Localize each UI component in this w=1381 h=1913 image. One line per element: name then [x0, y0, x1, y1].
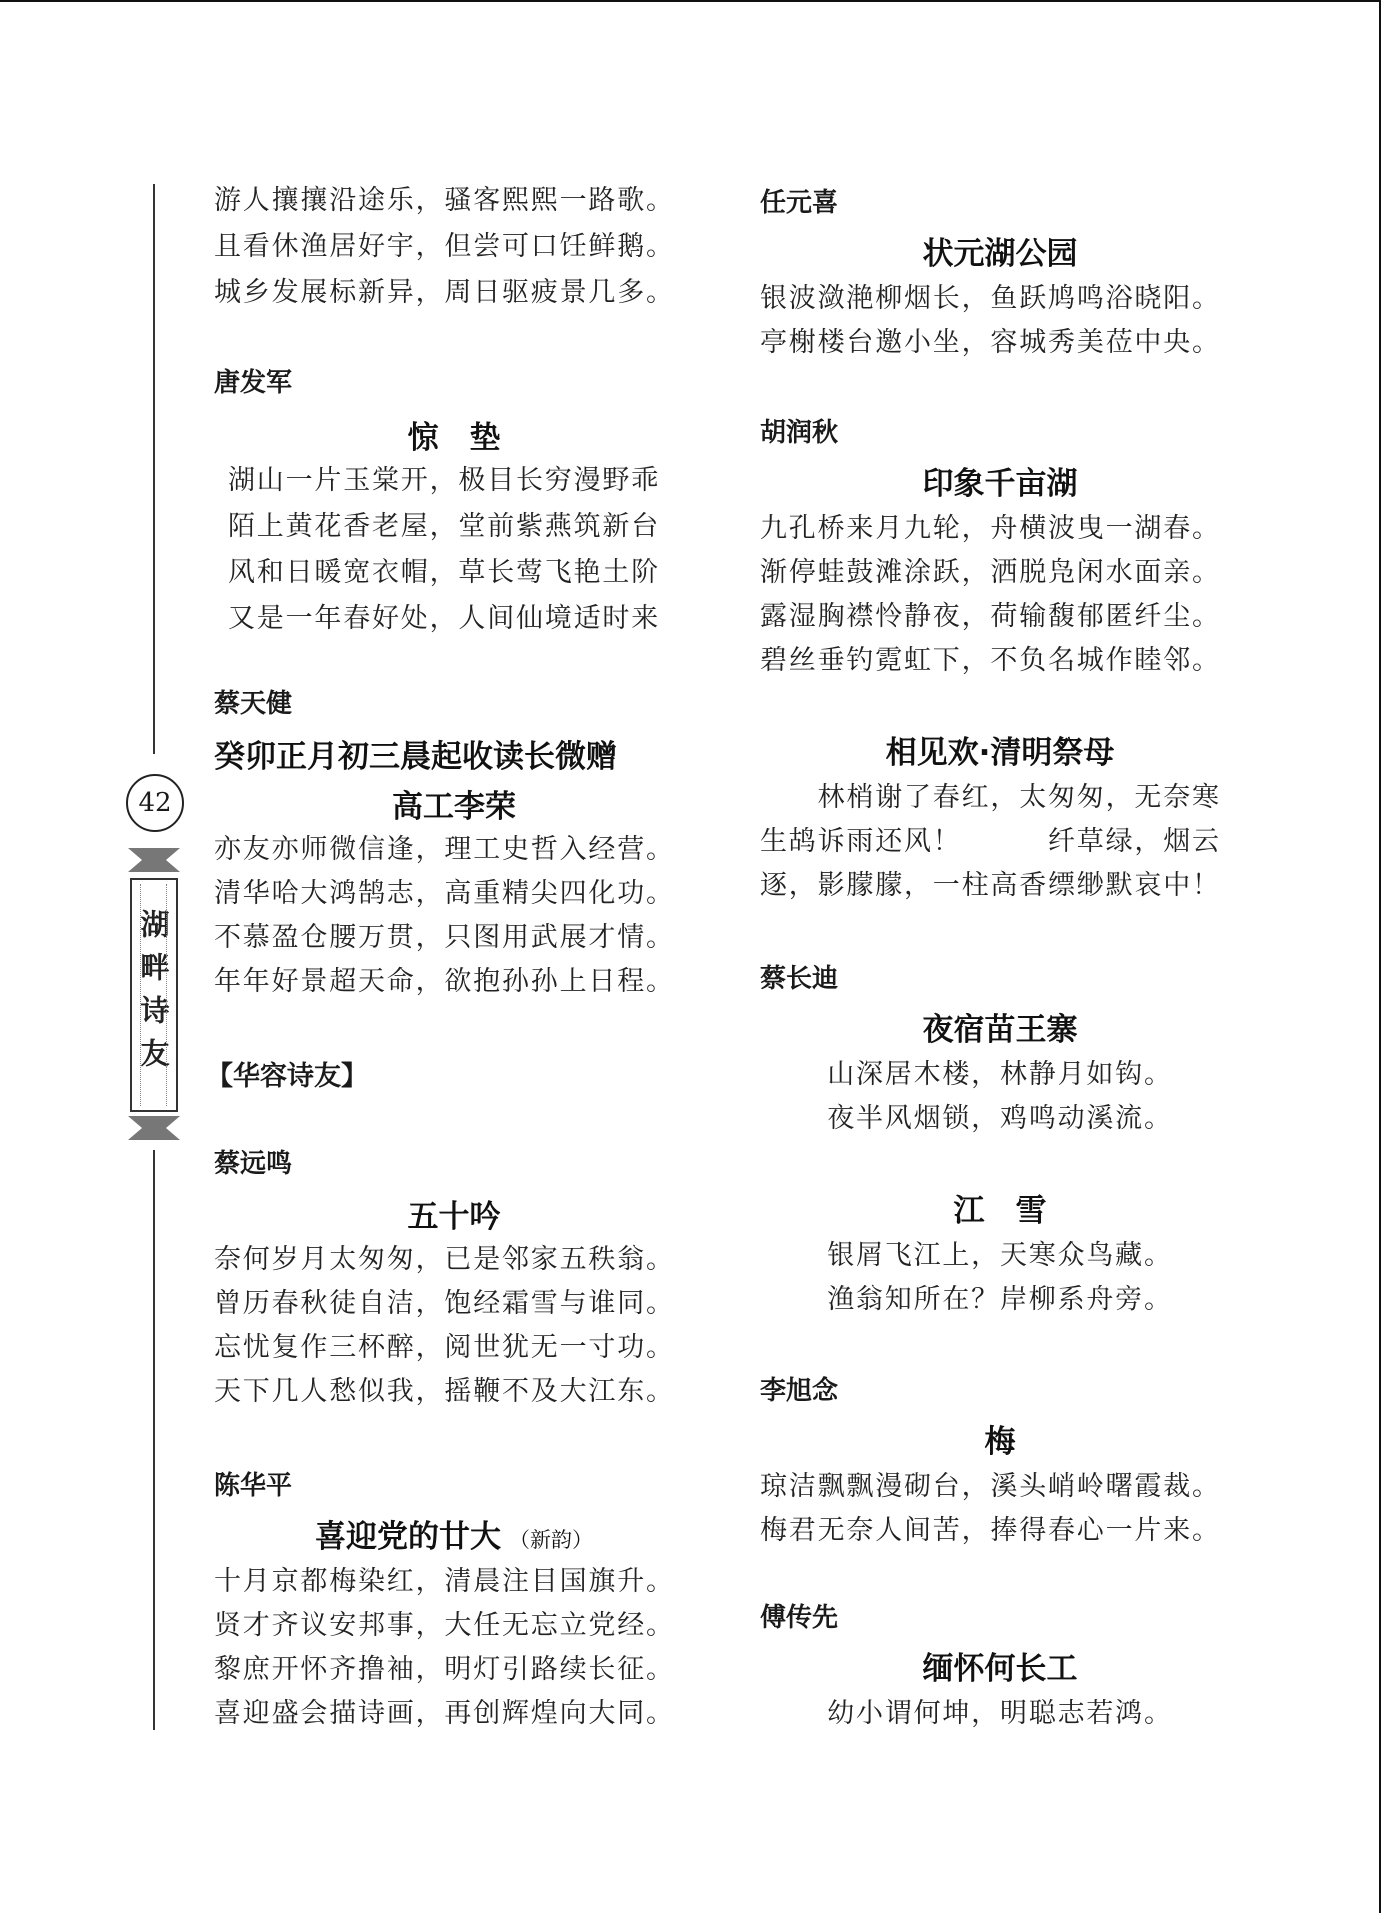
poem-title: 印象千亩湖 — [922, 466, 1078, 502]
poem-line: 贤才齐议安邦事，大任无忘立党经。 — [214, 1610, 675, 1641]
poem-line: 奈何岁月太匆匆，已是邻家五秩翁。 — [214, 1244, 675, 1275]
poem-line: 露湿胸襟怜静夜，荷输馥郁匿纤尘。 — [760, 601, 1221, 632]
poem-title: 惊 垫 — [407, 420, 501, 456]
section-tab — [128, 848, 180, 1140]
poem-line: 银屑飞江上，天寒众鸟藏。 — [827, 1240, 1173, 1271]
poem-line: 黎庶开怀齐撸袖，明灯引路续长征。 — [214, 1654, 675, 1685]
margin-rule-top — [153, 184, 155, 754]
poem-line: 亦友亦师微信逢，理工史哲入经营。 — [214, 834, 675, 865]
poem-line: 亭榭楼台邀小坐，容城秀美莅中央。 — [760, 327, 1221, 358]
page-border-top — [0, 0, 1381, 2]
poem-line: 林梢谢了春红，太匆匆，无奈寒 — [760, 782, 1221, 813]
poem-title: 缅怀何长工 — [922, 1651, 1078, 1687]
poem-line: 山深居木楼，林静月如钩。 — [827, 1059, 1173, 1090]
poem-author: 陈华平 — [214, 1471, 293, 1501]
poem-line: 喜迎盛会描诗画，再创辉煌向大同。 — [214, 1698, 675, 1729]
poem-author: 蔡天健 — [214, 689, 293, 719]
poem-author: 唐发军 — [214, 368, 293, 398]
poem-title: 状元湖公园 — [922, 236, 1078, 272]
poem-line: 琼洁飘飘漫砌台，溪头峭岭曙霞裁。 — [760, 1471, 1221, 1502]
poem-title-continued: 高工李荣 — [392, 789, 516, 825]
poem-line: 陌上黄花香老屋，堂前紫燕筑新台 — [228, 511, 660, 542]
margin-rule-bottom — [153, 1150, 155, 1730]
poem-line: 曾历春秋徒自洁，饱经霜雪与谁同。 — [214, 1288, 675, 1319]
section-tab-box — [130, 878, 178, 1112]
poem-jingzhe — [214, 362, 694, 642]
poem-mianhuai — [760, 1597, 1240, 1735]
section-heading: 【华容诗友】 — [206, 1061, 368, 1092]
poem-title-text: 喜迎党的廿大 — [315, 1519, 501, 1555]
poem-line: 清华哈大鸿鹄志，高重精尖四化功。 — [214, 878, 675, 909]
poem-line: 碧丝垂钓霓虹下，不负名城作睦邻。 — [760, 645, 1221, 676]
tab-ornament-top — [128, 848, 180, 872]
poem-line: 银波潋滟柳烟长，鱼跃鸠鸣浴晓阳。 — [760, 283, 1221, 314]
poem-line: 不慕盈仓腰万贯，只图用武展才情。 — [214, 922, 675, 953]
poem-line: 十月京都梅染红，清晨注目国旗升。 — [214, 1566, 675, 1597]
poem-line: 城乡发展标新异，周日驱疲景几多。 — [214, 277, 675, 308]
poem-title-note: （新韵） — [509, 1528, 593, 1552]
poem-line: 风和日暖宽衣帽，草长莺飞艳土阶 — [228, 557, 660, 588]
poem-line: 逐，影朦朦，一柱高香缥缈默哀中！ — [760, 870, 1221, 901]
tab-ornament-bottom — [128, 1116, 180, 1140]
poem-title: 相见欢·清明祭母 — [885, 735, 1115, 771]
poem-title: 梅 — [984, 1424, 1016, 1460]
poem-line: 渔翁知所在？岸柳系舟旁。 — [827, 1284, 1173, 1315]
section-tab-label: 湖畔诗友 — [136, 909, 171, 1081]
poem-line: 渐停蛙鼓滩涂跃，洒脱凫闲水面亲。 — [760, 557, 1221, 588]
poem-line: 湖山一片玉棠开，极目长穷漫野乖 — [228, 465, 660, 496]
poem-line: 忘忧复作三杯醉，阅世犹无一寸功。 — [214, 1332, 675, 1363]
poem-line: 幼小谓何坤，明聪志若鸿。 — [827, 1698, 1173, 1729]
poem-line: 生鸪诉雨还风！ 纤草绿，烟云 — [760, 826, 1221, 857]
poem-line: 梅君无奈人间苦，捧得春心一片来。 — [760, 1515, 1221, 1546]
poem-xiangjianhuan — [760, 727, 1240, 907]
intro-poem — [214, 178, 694, 316]
poem-mei — [760, 1370, 1240, 1552]
poem-guimao — [214, 683, 694, 1003]
poem-jiangxue — [760, 1185, 1240, 1321]
poem-line: 九孔桥来月九轮，舟横波曳一湖春。 — [760, 513, 1221, 544]
poem-author: 任元喜 — [760, 188, 839, 218]
poem-author: 蔡远鸣 — [214, 1149, 293, 1179]
poem-line: 天下几人愁似我，摇鞭不及大江东。 — [214, 1376, 675, 1407]
poem-title: 夜宿苗王寨 — [922, 1012, 1078, 1048]
poem-title: 五十吟 — [407, 1199, 501, 1235]
poem-line: 夜半风烟锁，鸡鸣动溪流。 — [827, 1103, 1173, 1134]
poem-qianmuhu — [760, 412, 1240, 682]
poem-author: 李旭念 — [760, 1376, 839, 1406]
poem-xiying — [214, 1465, 694, 1735]
poem-line: 年年好景超天命，欲抱孙孙上日程。 — [214, 966, 675, 997]
page-number: 42 — [126, 774, 184, 832]
poem-author: 蔡长迪 — [760, 964, 839, 994]
poem-zhuangyuanhu — [760, 182, 1240, 364]
poem-author: 胡润秋 — [760, 418, 839, 448]
poem-line: 游人攘攘沿途乐，骚客熙熙一路歌。 — [214, 185, 675, 216]
poem-line: 且看休渔居好宇，但尝可口饪鲜鹅。 — [214, 231, 675, 262]
poem-title: 江 雪 — [953, 1193, 1047, 1229]
poem-yesu — [760, 958, 1240, 1140]
poem-title: 癸卯正月初三晨起收读长微赠 — [214, 739, 617, 775]
poem-line: 又是一年春好处，人间仙境适时来 — [228, 603, 660, 634]
poem-wushiyin — [214, 1143, 694, 1413]
poem-title — [214, 1511, 694, 1559]
poem-author: 傅传先 — [760, 1603, 839, 1633]
